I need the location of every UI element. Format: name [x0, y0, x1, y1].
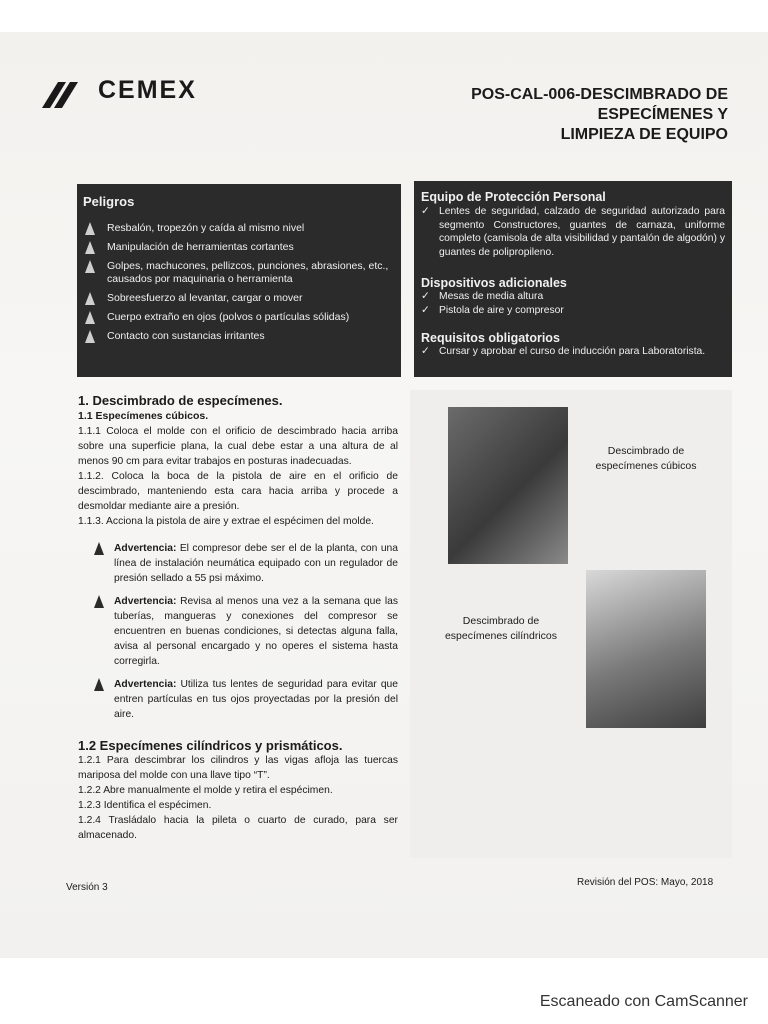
requirement-item: [421, 345, 725, 359]
warning-label: Advertencia:: [114, 543, 177, 554]
warning-cone-icon: [85, 241, 95, 254]
warning-cone-icon: [94, 678, 104, 691]
warning-text: El compresor debe ser el de la planta, con una línea de instalación neumática equipado con un regulador de presión sellado a 55 psi máximo.: [114, 543, 398, 584]
warning-block: [94, 677, 398, 722]
warning-cone-icon: [94, 595, 104, 608]
step-1-1-1: 1.1.1 Coloca el molde con el orificio de descimbrado hacia arriba sobre una superficie plana, la cual debe estar a una altura de al menos 90 cm para evitar trabajos en posturas inadecuadas.: [78, 426, 398, 467]
warning-cone-icon: [85, 292, 95, 305]
warning-label: Advertencia:: [114, 679, 177, 690]
step-1-1-3: 1.1.3. Acciona la pistola de aire y extrae el espécimen del molde.: [78, 516, 374, 527]
title-line-2: LIMPIEZA DE EQUIPO: [560, 126, 728, 143]
caption-line: especímenes cilíndricos: [444, 630, 558, 642]
hazard-text: Golpes, machucones, pellizcos, punciones, abrasiones, etc., causados por maquinaria o herramienta: [107, 260, 389, 285]
caption-line: especímenes cúbicos: [595, 460, 697, 472]
hazard-item: [85, 222, 397, 235]
hazards-title: Peligros: [83, 194, 135, 209]
warning-text: Revisa al menos una vez a la semana que las tuberías, mangueras y conexiones del compresor se encuentren en buenas condiciones, si detectas alguna falla, avisa al personal encargado y no operes el sistema hasta corregirla.: [114, 596, 398, 667]
requirement-text: Cursar y aprobar el curso de inducción para Laboratorista.: [439, 346, 706, 357]
document-title: [368, 85, 728, 145]
device-text: Mesas de media altura: [439, 291, 544, 302]
caption-cubic: [592, 444, 700, 474]
camscanner-watermark: Escaneado con CamScanner: [539, 993, 748, 1010]
photo-cylindrical-demolding: [586, 570, 706, 728]
caption-line: Descimbrado de: [462, 615, 540, 627]
ppe-title: Equipo de Protección Personal: [421, 190, 606, 204]
hazard-item: [85, 311, 397, 324]
cemex-logo: [40, 76, 220, 106]
step-1-1-2: 1.1.2. Coloca la boca de la pistola de aire en el orificio de descimbrado, manteniendo esta cara hacia arriba y procede a desmoldar mediante aire a presión.: [78, 471, 398, 512]
device-item: [421, 290, 725, 304]
hazard-item: [85, 241, 397, 254]
step-1-2-1: 1.2.1 Para descimbrar los cilindros y las vigas afloja las tuercas mariposa del molde con una llave tipo “T”.: [78, 755, 398, 781]
hazard-text: Sobreesfuerzo al levantar, cargar o mover: [107, 292, 303, 304]
caption-cylindrical: [436, 614, 566, 644]
hazard-text: Cuerpo extraño en ojos (polvos o partículas sólidas): [107, 311, 350, 323]
check-icon: ✓: [421, 346, 430, 357]
device-item: [421, 304, 725, 318]
step-1-2-3: 1.2.3 Identifica el espécimen.: [78, 800, 212, 811]
check-icon: ✓: [421, 206, 430, 217]
hazards-panel: [77, 184, 401, 377]
ppe-text: Lentes de seguridad, calzado de seguridad autorizado para segmento Constructores, guantes de carnaza, uniforme completo (camisola de alta visibilidad y pantalón de algodón) y guantes de polipropileno.: [439, 206, 725, 258]
check-icon: ✓: [421, 291, 430, 302]
version-label: Versión 3: [66, 882, 108, 893]
hazard-item: [85, 330, 397, 343]
hazard-text: Contacto con sustancias irritantes: [107, 330, 265, 342]
section-1-title: 1. Descimbrado de especímenes.: [78, 393, 283, 408]
warning-block: [94, 541, 398, 586]
cemex-logo-mark-icon: [40, 80, 100, 110]
caption-line: Descimbrado de: [607, 445, 685, 457]
logo-text: CEMEX: [98, 76, 197, 104]
hazard-text: Manipulación de herramientas cortantes: [107, 241, 294, 253]
revision-label: Revisión del POS: Mayo, 2018: [577, 877, 714, 888]
device-text: Pistola de aire y compresor: [439, 304, 564, 316]
requirements-title: Requisitos obligatorios: [421, 331, 560, 345]
warning-cone-icon: [94, 542, 104, 555]
warning-cone-icon: [85, 330, 95, 343]
section-1-1-title: 1.1 Especímenes cúbicos.: [78, 410, 209, 422]
ppe-item: [421, 205, 725, 259]
warning-cone-icon: [85, 260, 95, 273]
warning-text: Utiliza tus lentes de seguridad para evitar que entren partículas en tus ojos proyectadas por la presión del aire.: [114, 679, 398, 720]
ppe-panel: [414, 181, 732, 377]
title-line-1: POS-CAL-006-DESCIMBRADO DE ESPECÍMENES Y: [471, 86, 728, 123]
hazard-item: [85, 260, 397, 286]
warning-cone-icon: [85, 311, 95, 324]
warning-label: Advertencia:: [114, 596, 177, 607]
hazard-text: Resbalón, tropezón y caída al mismo nivel: [107, 222, 305, 234]
section-1-2-title: 1.2 Especímenes cilíndricos y prismáticos.: [78, 738, 343, 753]
hazard-item: [85, 292, 397, 305]
devices-title: Dispositivos adicionales: [421, 276, 567, 290]
warning-cone-icon: [85, 222, 95, 235]
warning-block: [94, 594, 398, 669]
hazards-list: [85, 222, 397, 349]
procedure-content: [78, 393, 398, 843]
step-1-2-4: 1.2.4 Trasládalo hacia la pileta o cuarto de curado, para ser almacenado.: [78, 815, 398, 841]
step-1-2-2: 1.2.2 Abre manualmente el molde y retira el espécimen.: [78, 785, 333, 796]
check-icon: ✓: [421, 304, 430, 316]
photo-cubic-demolding: [448, 407, 568, 564]
